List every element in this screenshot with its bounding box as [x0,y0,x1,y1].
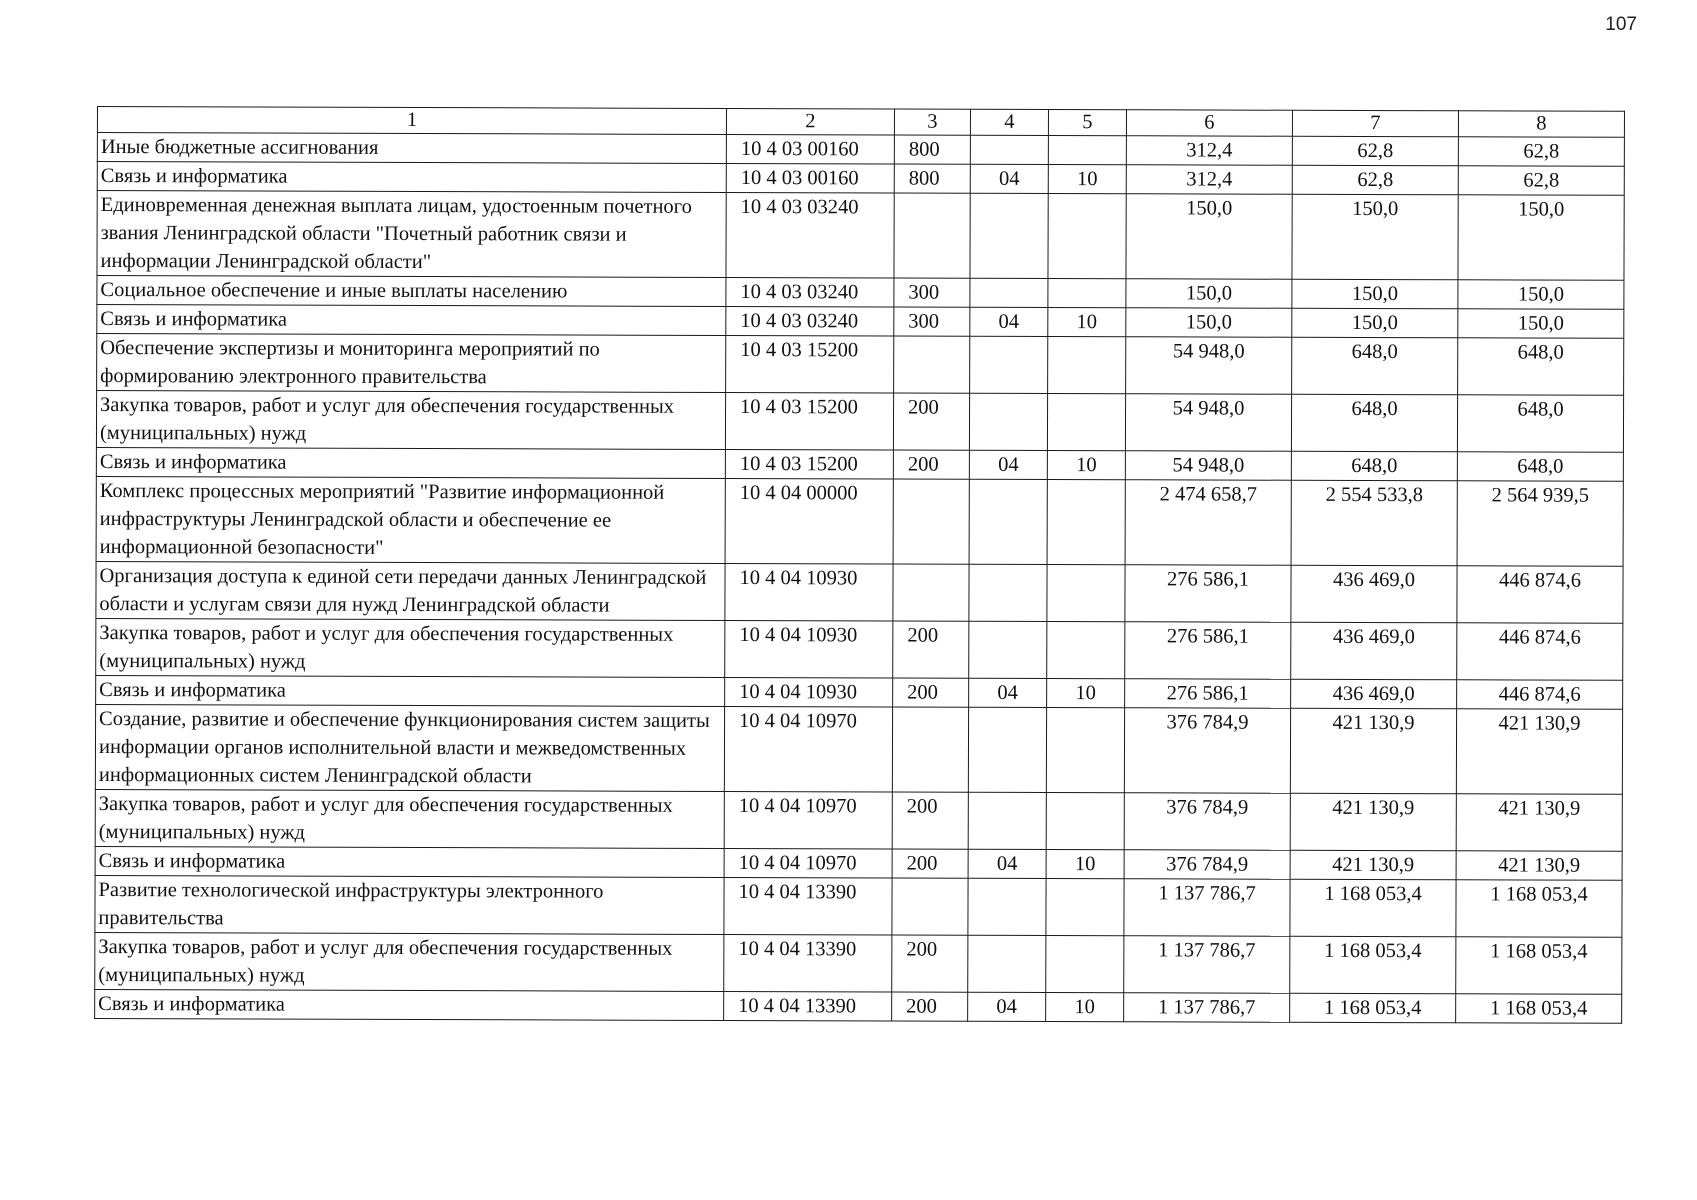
amount-col6-cell: 312,4 [1126,165,1292,195]
target-code-cell: 10 4 04 00000 [725,478,893,564]
amount-col7-cell: 2 554 533,8 [1291,480,1457,566]
column-number: 7 [1292,110,1458,137]
section-cell [969,621,1047,678]
expense-name-cell: Связь и информатика [95,989,724,1020]
expense-name-cell: Закупка товаров, работ и услуг для обеспечения государственных (муниципальных) нужд [95,932,724,991]
expense-type-cell: 200 [893,678,969,707]
target-code-cell: 10 4 04 13390 [724,934,892,992]
amount-col8-cell: 648,0 [1457,452,1623,482]
amount-col8-cell: 1 168 053,4 [1456,937,1622,995]
target-code-cell: 10 4 03 03240 [726,277,894,307]
amount-col8-cell: 150,0 [1458,280,1624,310]
target-code-cell: 10 4 03 03240 [726,306,894,336]
expense-type-cell [892,707,968,792]
subsection-cell [1046,792,1124,849]
section-cell: 04 [969,450,1047,479]
amount-col8-cell: 1 168 053,4 [1456,994,1622,1024]
amount-col7-cell: 62,8 [1292,165,1458,195]
amount-col6-cell: 54 948,0 [1125,451,1291,481]
amount-col8-cell: 648,0 [1457,395,1623,453]
amount-col8-cell: 150,0 [1458,309,1624,339]
table-row [96,618,1623,680]
budget-table-body [95,107,1625,1024]
section-cell [968,707,1046,792]
expense-type-cell: 200 [893,450,969,479]
expense-type-cell: 200 [892,849,968,878]
target-code-cell: 10 4 03 15200 [725,449,893,479]
subsection-cell [1046,707,1124,792]
column-number: 8 [1458,111,1624,138]
column-number: 6 [1126,110,1292,137]
expense-type-cell [894,193,970,278]
target-code-cell: 10 4 03 15200 [726,335,894,393]
amount-col8-cell: 62,8 [1458,166,1624,196]
table-row [97,191,1624,281]
subsection-cell: 10 [1048,307,1126,336]
amount-col6-cell: 1 137 786,7 [1124,879,1290,937]
table-row [97,276,1624,310]
subsection-cell [1047,393,1125,450]
amount-col7-cell: 421 130,9 [1290,850,1456,880]
table-row [97,133,1624,167]
column-number: 2 [726,108,894,135]
expense-type-cell [894,336,970,393]
subsection-cell: 10 [1046,849,1124,878]
amount-col7-cell: 62,8 [1292,136,1458,166]
expense-type-cell: 200 [893,621,969,678]
section-cell [969,479,1047,564]
section-cell [969,393,1047,450]
amount-col7-cell: 436 469,0 [1291,679,1457,709]
column-number: 5 [1048,109,1126,135]
table-row [96,447,1623,481]
expense-name-cell: Связь и информатика [96,447,725,478]
table-row [95,875,1622,937]
amount-col7-cell: 436 469,0 [1291,622,1457,680]
expense-name-cell: Связь и информатика [97,162,726,193]
expense-name-cell: Комплекс процессных мероприятий "Развитие информационной инфраструктуры Ленинградской области и обеспечение ее информационной безопасности" [96,476,725,563]
amount-col6-cell: 150,0 [1126,308,1292,338]
amount-col6-cell: 2 474 658,7 [1125,480,1291,566]
table-row [95,932,1622,994]
expense-type-cell [892,878,968,935]
amount-col7-cell: 648,0 [1291,394,1457,452]
expense-name-cell: Организация доступа к единой сети передачи данных Ленинградской области и услугам связи для нужд Ленинградской области [96,561,725,620]
table-row [96,476,1623,566]
amount-col6-cell: 376 784,9 [1124,708,1290,794]
target-code-cell: 10 4 04 10970 [724,791,892,849]
subsection-cell: 10 [1047,678,1125,707]
subsection-cell [1048,336,1126,393]
expense-type-cell [893,479,969,564]
expense-name-cell: Закупка товаров, работ и услуг для обеспечения государственных (муниципальных) нужд [95,789,724,848]
table-row [95,989,1622,1023]
section-cell: 04 [968,992,1046,1021]
amount-col6-cell: 312,4 [1126,136,1292,166]
column-number: 4 [970,109,1048,135]
column-number: 3 [894,109,970,135]
section-cell [968,935,1046,992]
amount-col6-cell: 276 586,1 [1125,622,1291,680]
table-row [95,704,1622,794]
subsection-cell [1048,193,1126,278]
section-cell [970,193,1048,278]
table-row [97,334,1624,396]
amount-col6-cell: 376 784,9 [1124,793,1290,851]
table-row [97,305,1624,339]
expense-name-cell: Обеспечение экспертизы и мониторинга мероприятий по формированию электронного правительства [97,334,726,393]
section-cell [969,564,1047,621]
expense-type-cell: 300 [894,307,970,336]
section-cell: 04 [970,307,1048,336]
expense-name-cell: Иные бюджетные ассигнования [97,133,726,164]
target-code-cell: 10 4 04 10930 [725,677,893,707]
amount-col6-cell: 276 586,1 [1125,565,1291,623]
amount-col8-cell: 421 130,9 [1456,851,1622,881]
amount-col8-cell: 421 130,9 [1456,709,1622,795]
amount-col7-cell: 1 168 053,4 [1290,993,1456,1023]
section-cell [970,135,1048,164]
subsection-cell [1048,135,1126,164]
expense-type-cell: 200 [892,992,968,1021]
amount-col6-cell: 1 137 786,7 [1124,936,1290,994]
table-row [97,162,1624,196]
expense-type-cell [893,564,969,621]
section-cell: 04 [970,164,1048,193]
expense-name-cell: Единовременная денежная выплата лицам, удостоенным почетного звания Ленинградской области "Почетный работник связи и информации Ленинградской области" [97,191,726,278]
amount-col7-cell: 436 469,0 [1291,565,1457,623]
subsection-cell [1047,479,1125,564]
amount-col6-cell: 376 784,9 [1124,850,1290,880]
target-code-cell: 10 4 04 13390 [724,877,892,935]
amount-col6-cell: 276 586,1 [1125,679,1291,709]
table-row [95,789,1622,851]
target-code-cell: 10 4 04 10930 [725,563,893,621]
subsection-cell [1047,621,1125,678]
subsection-cell: 10 [1046,992,1124,1021]
expense-name-cell: Связь и информатика [96,675,725,706]
amount-col8-cell: 150,0 [1458,195,1624,281]
amount-col7-cell: 1 168 053,4 [1290,936,1456,994]
amount-col8-cell: 2 564 939,5 [1457,481,1623,567]
column-number: 1 [97,107,726,135]
target-code-cell: 10 4 03 03240 [726,192,894,278]
subsection-cell [1046,878,1124,935]
amount-col6-cell: 150,0 [1126,279,1292,309]
target-code-cell: 10 4 03 15200 [725,392,893,450]
expense-name-cell: Развитие технологической инфраструктуры электронного правительства [95,875,724,934]
amount-col7-cell: 421 130,9 [1290,793,1456,851]
target-code-cell: 10 4 03 00160 [726,163,894,193]
subsection-cell: 10 [1048,164,1126,193]
budget-table [94,106,1625,1024]
amount-col6-cell: 1 137 786,7 [1124,993,1290,1023]
amount-col6-cell: 54 948,0 [1125,394,1291,452]
expense-name-cell: Закупка товаров, работ и услуг для обеспечения государственных (муниципальных) нужд [96,391,725,450]
expense-name-cell: Связь и информатика [95,846,724,877]
table-row [96,561,1623,623]
amount-col7-cell: 648,0 [1292,337,1458,395]
expense-type-cell: 800 [894,164,970,193]
section-cell: 04 [968,849,1046,878]
amount-col6-cell: 54 948,0 [1126,337,1292,395]
target-code-cell: 10 4 04 10970 [724,706,892,792]
page-number: 107 [1605,14,1637,35]
amount-col6-cell: 150,0 [1126,194,1292,280]
section-cell: 04 [969,678,1047,707]
section-cell [968,792,1046,849]
expense-name-cell: Связь и информатика [97,305,726,336]
section-cell [970,336,1048,393]
amount-col8-cell: 421 130,9 [1456,794,1622,852]
amount-col7-cell: 150,0 [1292,194,1458,280]
amount-col7-cell: 150,0 [1292,308,1458,338]
expense-name-cell: Социальное обеспечение и иные выплаты населению [97,276,726,307]
target-code-cell: 10 4 03 00160 [726,134,894,164]
subsection-cell [1047,564,1125,621]
expense-name-cell: Создание, развитие и обеспечение функционирования систем защиты информации органов исполнительной власти и межведомственных информационных систем Ленинградской области [95,704,724,791]
expense-type-cell: 200 [893,393,969,450]
amount-col8-cell: 62,8 [1458,137,1624,167]
amount-col8-cell: 446 874,6 [1457,623,1623,681]
amount-col8-cell: 1 168 053,4 [1456,880,1622,938]
expense-type-cell: 800 [894,135,970,164]
amount-col8-cell: 446 874,6 [1457,680,1623,710]
amount-col8-cell: 446 874,6 [1457,566,1623,624]
amount-col7-cell: 1 168 053,4 [1290,879,1456,937]
section-cell [970,278,1048,307]
section-cell [968,878,1046,935]
table-row [96,391,1623,453]
expense-type-cell: 300 [894,278,970,307]
expense-type-cell: 200 [892,792,968,849]
expense-type-cell: 200 [892,935,968,992]
amount-col7-cell: 648,0 [1291,451,1457,481]
amount-col7-cell: 150,0 [1292,279,1458,309]
subsection-cell [1048,278,1126,307]
target-code-cell: 10 4 04 13390 [724,991,892,1021]
subsection-cell [1046,935,1124,992]
target-code-cell: 10 4 04 10970 [724,848,892,878]
amount-col8-cell: 648,0 [1458,338,1624,396]
expense-name-cell: Закупка товаров, работ и услуг для обеспечения государственных (муниципальных) нужд [96,618,725,677]
subsection-cell: 10 [1047,450,1125,479]
target-code-cell: 10 4 04 10930 [725,620,893,678]
amount-col7-cell: 421 130,9 [1290,708,1456,794]
